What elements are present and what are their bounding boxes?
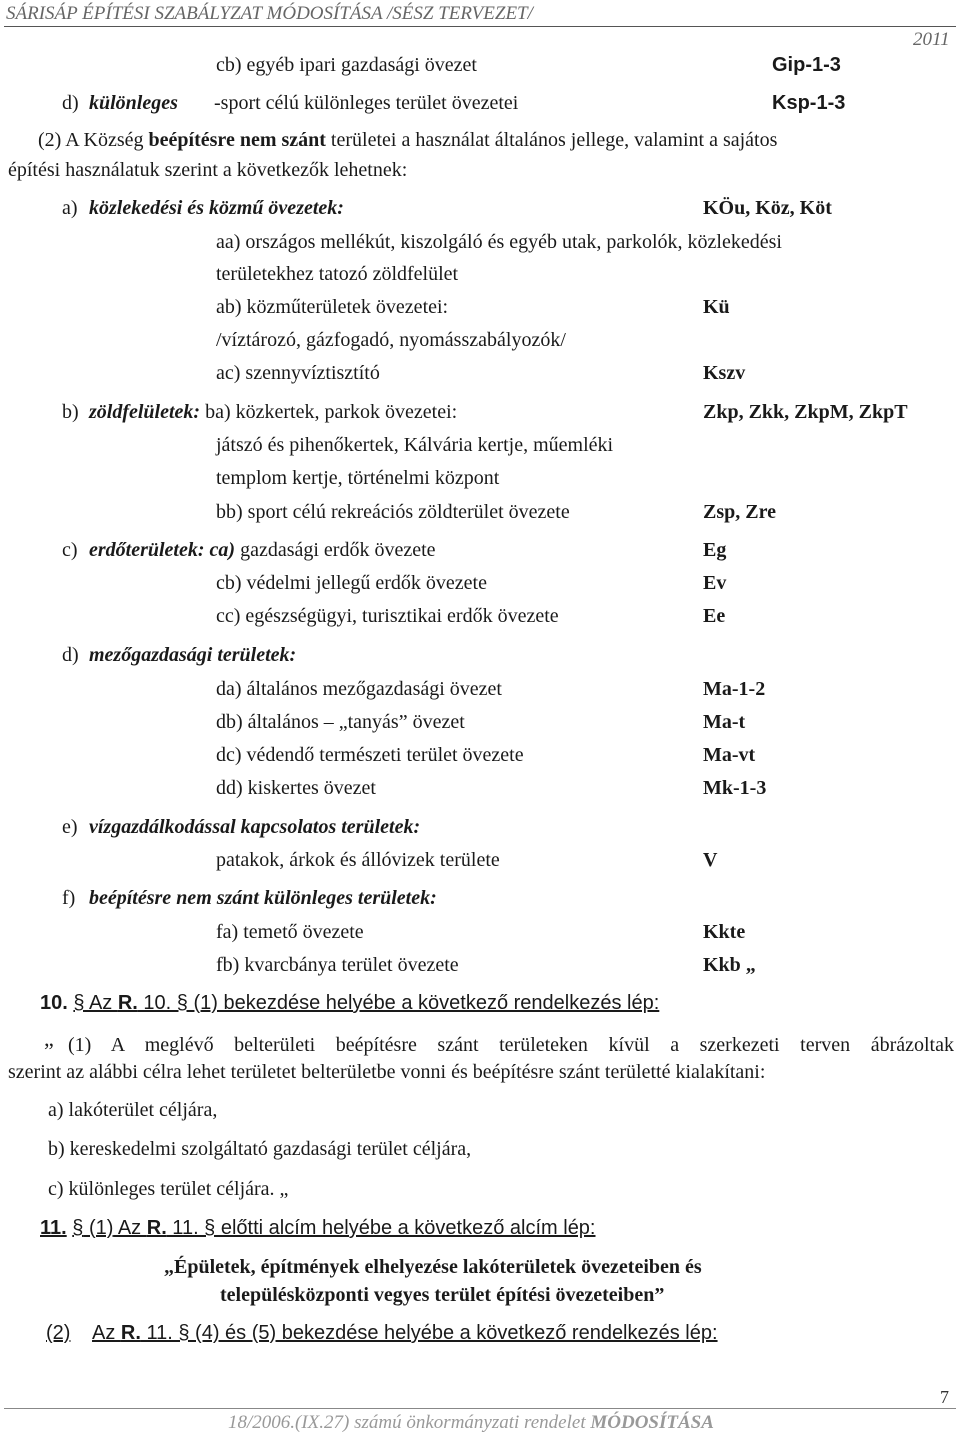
open-quote: „	[44, 1026, 54, 1051]
code-ku: Kü	[703, 296, 730, 318]
row-bb: bb) sport célú rekreációs zöldterület övezete	[216, 501, 570, 523]
code-gip: Gip-1-3	[772, 54, 841, 76]
code-zkp: Zkp, Zkk, ZkpM, ZkpT	[703, 401, 908, 423]
row-dc: dc) védendő természeti terület övezete	[216, 744, 524, 766]
code-ksp: Ksp-1-3	[772, 92, 846, 114]
title-beepitesre: beépítésre nem szánt különleges területek:	[89, 887, 437, 909]
row-cb-ipari: cb) egyéb ipari gazdasági övezet	[216, 54, 477, 76]
row-ac: ac) szennyvíztisztító	[216, 362, 380, 384]
row-cc: cc) egészségügyi, turisztikai erdők övezete	[216, 605, 559, 627]
s10-para-line2: szerint az alábbi célra lehet területet belterületbe vonni és beépítésre szánt területté kialakítani:	[8, 1061, 766, 1083]
section-11-heading: 11. § (1) Az R. 11. § előtti alcím helyébe a következő alcím lép:	[40, 1217, 596, 1239]
row-db: db) általános – „tanyás” övezet	[216, 711, 465, 733]
code-ee: Ee	[703, 605, 726, 627]
section-11-text: § (1) Az R. 11. § előtti alcím helyébe a következő alcím lép:	[72, 1217, 596, 1239]
title-kulonleges: különleges	[89, 92, 178, 114]
row-ba-2: játszó és pihenőkertek, Kálvária kertje, műemléki	[216, 434, 614, 456]
footer-rule	[4, 1408, 956, 1409]
title-vizgazdalkodas: vízgazdálkodással kapcsolatos területek:	[89, 816, 421, 838]
s10-item-a: a) lakóterület céljára,	[48, 1099, 218, 1121]
code-mavt: Ma-vt	[703, 744, 756, 766]
code-kszv: Kszv	[703, 362, 746, 384]
row-sport: -sport célú különleges terület övezetei	[214, 92, 519, 114]
row-dd: dd) kiskertes övezet	[216, 777, 376, 799]
label-f: f)	[62, 887, 76, 909]
footer-text: 18/2006.(IX.27) számú önkormányzati rendelet MÓDOSÍTÁSA	[228, 1412, 714, 1433]
s11-para2-text: Az R. 11. § (4) és (5) bekezdése helyébe a következő rendelkezés lép:	[92, 1322, 718, 1344]
title-mezogazdasagi: mezőgazdasági területek:	[89, 644, 297, 666]
header-year: 2011	[913, 29, 950, 50]
label-d: d)	[62, 644, 79, 666]
row-ba-3: templom kertje, történelmi központ	[216, 467, 500, 489]
row-fb: fb) kvarcbánya terület övezete	[216, 954, 459, 976]
label-c: c)	[62, 539, 78, 561]
title-erdoteruletek: erdőterületek:	[89, 539, 205, 561]
s10-item-b: b) kereskedelmi szolgáltató gazdasági terület céljára,	[48, 1138, 472, 1160]
row-cb: cb) védelmi jellegű erdők övezete	[216, 572, 487, 594]
s10-item-c: c) különleges terület céljára. „	[48, 1178, 289, 1200]
s11-title-line1: „Épületek, építmények elhelyezése lakóterületek övezeteiben és	[164, 1256, 702, 1278]
code-kou: KÖu, Köz, Köt	[703, 197, 832, 219]
page-number: 7	[940, 1387, 949, 1407]
label-a: a)	[62, 197, 78, 219]
code-zsp: Zsp, Zre	[703, 501, 776, 523]
s11-title-line2: településközponti vegyes terület építési övezeteiben”	[220, 1284, 665, 1306]
code-eg: Eg	[703, 539, 727, 561]
label-d-kulonleges: d)	[62, 92, 79, 114]
s10-para-line1: (1) A meglévő belterületi beépítésre szánt területeken kívül a szerkezeti terven ábrázoltak	[68, 1034, 954, 1056]
title-kozlekedesi: közlekedési és közmű övezetek:	[89, 197, 344, 219]
row-fa: fa) temető övezete	[216, 921, 364, 943]
row-ca: erdőterületek: ca) gazdasági erdők övezete	[89, 539, 436, 561]
para2-line1: (2) A Község beépítésre nem szánt területei a használat általános jellege, valamint a sajátos	[38, 129, 778, 151]
para2-bold: beépítésre nem szánt	[148, 129, 326, 151]
para2-line2: építési használatuk szerint a következők lehetnek:	[8, 159, 408, 181]
row-ba: zöldfelületek: ba) közkertek, parkok övezetei:	[89, 401, 458, 423]
header-rule	[4, 26, 956, 27]
section-10-text: § Az R. 10. § (1) bekezdése helyébe a következő rendelkezés lép:	[73, 992, 660, 1014]
row-aa-2: területekhez tatozó zöldfelület	[216, 263, 459, 285]
code-kkte: Kkte	[703, 921, 746, 943]
label-e: e)	[62, 816, 78, 838]
code-v: V	[703, 849, 718, 871]
s11-para2-heading: (2) Az R. 11. § (4) és (5) bekezdése helyébe a következő rendelkezés lép:	[46, 1322, 718, 1344]
code-kkb: Kkb „	[703, 954, 756, 976]
row-da: da) általános mezőgazdasági övezet	[216, 678, 502, 700]
code-mat: Ma-t	[703, 711, 746, 733]
row-ab-note: /víztározó, gázfogadó, nyomásszabályozók/	[216, 329, 566, 351]
title-zoldfeluletek: zöldfelületek:	[89, 401, 201, 423]
row-aa-1: aa) országos mellékút, kiszolgáló és egyéb utak, parkolók, közlekedési	[216, 231, 782, 253]
code-mk: Mk-1-3	[703, 777, 767, 799]
section-10-heading: 10. § Az R. 10. § (1) bekezdése helyébe a következő rendelkezés lép:	[40, 992, 660, 1014]
label-b: b)	[62, 401, 79, 423]
code-ev: Ev	[703, 572, 727, 594]
header-title: SÁRISÁP ÉPÍTÉSI SZABÁLYZAT MÓDOSÍTÁSA /SÉSZ TERVEZET/	[6, 3, 533, 24]
code-ma12: Ma-1-2	[703, 678, 766, 700]
row-ab: ab) közműterületek övezetei:	[216, 296, 449, 318]
row-patakok: patakok, árkok és állóvizek területe	[216, 849, 500, 871]
